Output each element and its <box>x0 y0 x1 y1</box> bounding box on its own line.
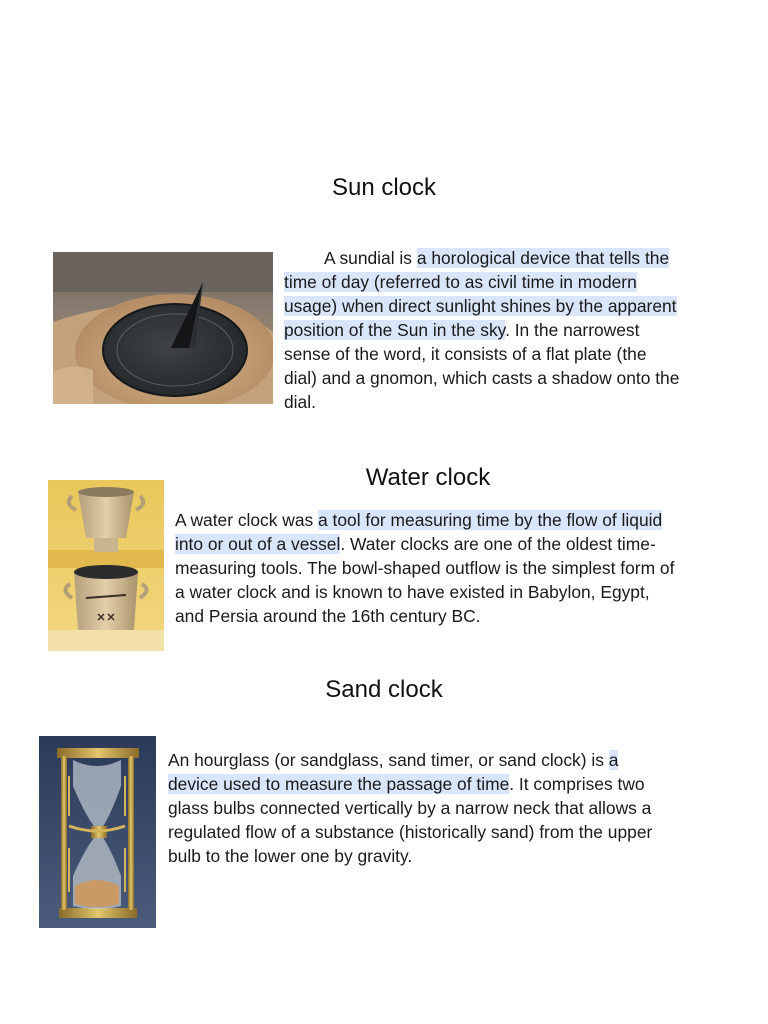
sundial-photo <box>53 252 273 404</box>
sand-clock-text-end: . It comprises two glass bulbs connected vertically by a narrow neck that allows a regulated flow of a substance (historically sand) from the upper bulb to the lower one by gravity. <box>168 774 653 866</box>
water-clock-photo <box>48 480 164 651</box>
water-clock-paragraph <box>175 508 675 628</box>
sun-clock-text-start: A sundial is <box>324 248 417 268</box>
section-title-water-clock: Water clock <box>365 464 491 491</box>
section-title-sand-clock: Sand clock <box>325 676 443 703</box>
sand-clock-highlight: a device used to measure the passage of time <box>168 750 619 794</box>
water-clock-text-start: A water clock was <box>175 510 319 530</box>
water-clock-highlight: a tool for measuring time by the flow of liquid into or out of a vessel <box>175 510 663 554</box>
water-clock-text-end: . Water clocks are one of the oldest time-measuring tools. The bowl-shaped outflow is the simplest form of a water clock and is known to have existed in Babylon, Egypt, and Persia around the 16th century BC. <box>175 534 675 626</box>
sun-clock-text-end: . In the narrowest sense of the word, it consists of a flat plate (the dial) and a gnomon, which casts a shadow onto the dial. <box>284 320 680 412</box>
sand-clock-paragraph <box>168 748 668 868</box>
sun-clock-highlight: a horological device that tells the time of day (referred to as civil time in modern usage) when direct sunlight shines by the apparent position of the Sun in the sky <box>284 248 677 340</box>
hourglass-photo <box>39 736 156 928</box>
sun-clock-paragraph <box>284 246 684 414</box>
section-title-sun-clock: Sun clock <box>331 174 437 201</box>
sand-clock-text-start: An hourglass (or sandglass, sand timer, or sand clock) is <box>168 750 609 770</box>
